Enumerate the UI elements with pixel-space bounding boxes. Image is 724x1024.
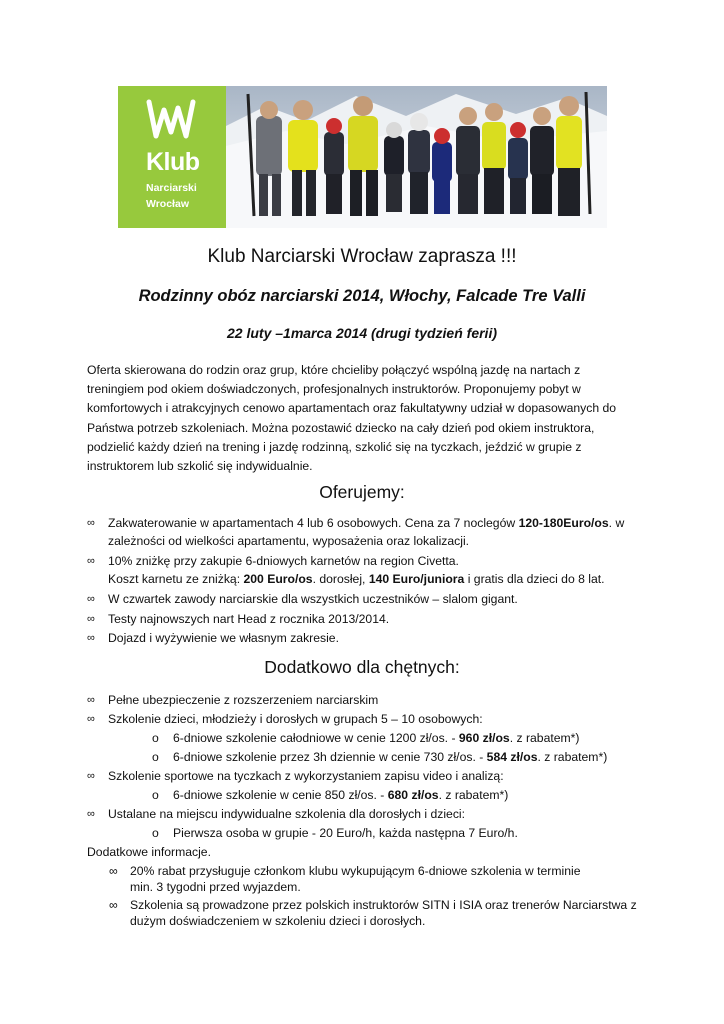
infinity-bullet-icon: ∞ [87,694,95,706]
infinity-bullet-icon: ∞ [87,713,95,725]
page-title: Klub Narciarski Wrocław zaprasza !!! [207,246,517,267]
extra-sub-text: . z rabatem*) [438,788,509,802]
offer-item-text: Koszt karnetu ze zniżką: [108,572,244,586]
offer-item-price: 120-180Euro/os [518,516,609,530]
intro-line: Oferta skierowana do rodzin oraz grup, które chcieliby połączyć wspólną jazdę na nartach z [87,363,581,377]
page-subtitle: Rodzinny obóz narciarski 2014, Włochy, Falcade Tre Valli [138,287,586,305]
logo-text-klub: Klub [146,148,200,176]
infinity-bullet-icon: ∞ [109,864,118,878]
offer-item-text: Zakwaterowanie w apartamentach 4 lub 6 osobowych. Cena za 7 noclegów [108,516,519,530]
infinity-bullet-icon: ∞ [87,517,95,529]
offer-item-text: . dorosłej, [312,572,369,586]
club-logo [118,86,226,228]
infinity-bullet-icon: ∞ [87,613,95,625]
offer-item-price: 200 Euro/os [243,572,313,586]
circle-bullet-icon: o [152,731,159,745]
note-text: Szkolenia są prowadzone przez polskich instruktorów SITN i ISIA oraz trenerów Narciarstwa z [130,898,637,912]
extra-sub-price: 680 zł/os [387,788,439,802]
intro-line: Państwa potrzeb szkoleniach. Można pozostawić dziecko na cały dzień pod okiem instruktora, [87,420,595,435]
extra-item-text: Szkolenie dzieci, młodzieży i dorosłych w grupach 5 – 10 osobowych: [108,712,483,726]
extra-item-text: Ustalane na miejscu indywidualne szkolenia dla dorosłych i dzieci: [108,807,466,821]
extra-sub-text: 6-dniowe szkolenie przez 3h dziennie w cenie 730 zł/os. - [173,750,487,764]
additional-info-label: Dodatkowe informacje. [87,845,211,859]
offer-item-text: Testy najnowszych nart Head z rocznika 2013/2014. [108,612,390,626]
intro-line: podzielić każdy dzień na trening i jazdę rodzinną, szkolić się na tyczkach, jeździć w grupie z [87,439,582,454]
intro-paragraph [87,361,640,476]
infinity-bullet-icon: ∞ [87,632,95,644]
offer-item-text: 10% zniżkę przy zakupie 6-dniowych karnetów na region Civetta. [108,554,459,568]
note-text-continuation: min. 3 tygodni przed wyjazdem. [130,880,301,894]
infinity-bullet-icon: ∞ [87,808,95,820]
circle-bullet-icon: o [152,826,159,840]
offer-heading: Oferujemy: [319,482,405,502]
logo-text-wroclaw: Wrocław [146,198,189,210]
intro-line: treningiem pod okiem doświadczonych, profesjonalnych instruktorów. Proponujemy pobyt w [87,382,581,397]
event-dates: 22 luty –1marca 2014 (drugi tydzień ferii) [227,325,497,341]
extra-sub-text: . z rabatem*) [509,731,580,745]
extra-sub-price: 960 zł/os [458,731,510,745]
offer-item-text: W czwartek zawody narciarskie dla wszystkich uczestników – slalom gigant. [108,592,518,606]
intro-line: komfortowych i atrakcyjnych cenowo apartamentach oraz fakultatywny udział w dopasowanych do [87,401,617,416]
extra-sub-text: 6-dniowe szkolenie w cenie 850 zł/os. - [173,788,388,802]
infinity-bullet-icon: ∞ [87,770,95,782]
infinity-bullet-icon: ∞ [87,555,95,567]
offer-item-text: i gratis dla dzieci do 8 lat. [464,572,605,586]
offer-item-price: 140 Euro/juniora [368,572,465,586]
infinity-bullet-icon: ∞ [109,898,118,912]
offer-item-text: . w [608,516,625,530]
note-text: 20% rabat przysługuje członkom klubu wykupującym 6-dniowe szkolenia w terminie [130,864,581,878]
note-text-continuation: dużym doświadczeniem w szkoleniu dzieci i dorosłych. [130,914,426,928]
extra-item-text: Szkolenie sportowe na tyczkach z wykorzystaniem zapisu video i analizą: [108,769,504,783]
group-photo [226,86,607,228]
extra-sub-price: 584 zł/os [486,750,538,764]
offer-item-text: zależności od wielkości apartamentu, wyposażenia oraz lokalizacji. [108,534,470,548]
extra-sub-text: 6-dniowe szkolenie całodniowe w cenie 1200 zł/os. - [173,731,459,745]
extra-sub-text: Pierwsza osoba w grupie - 20 Euro/h, każda następna 7 Euro/h. [173,826,518,840]
intro-line: instruktorem lub szkolić się indywidualnie. [87,459,313,474]
extras-heading: Dodatkowo dla chętnych: [264,657,460,677]
offer-item-text: Dojazd i wyżywienie we własnym zakresie. [108,631,339,645]
logo-text-narciarski: Narciarski [146,182,197,194]
logo-w-mark [146,98,196,144]
extra-item-text: Pełne ubezpieczenie z rozszerzeniem narciarskim [108,693,379,707]
circle-bullet-icon: o [152,788,159,802]
circle-bullet-icon: o [152,750,159,764]
infinity-bullet-icon: ∞ [87,593,95,605]
header-banner [118,86,607,228]
extra-sub-text: . z rabatem*) [537,750,608,764]
